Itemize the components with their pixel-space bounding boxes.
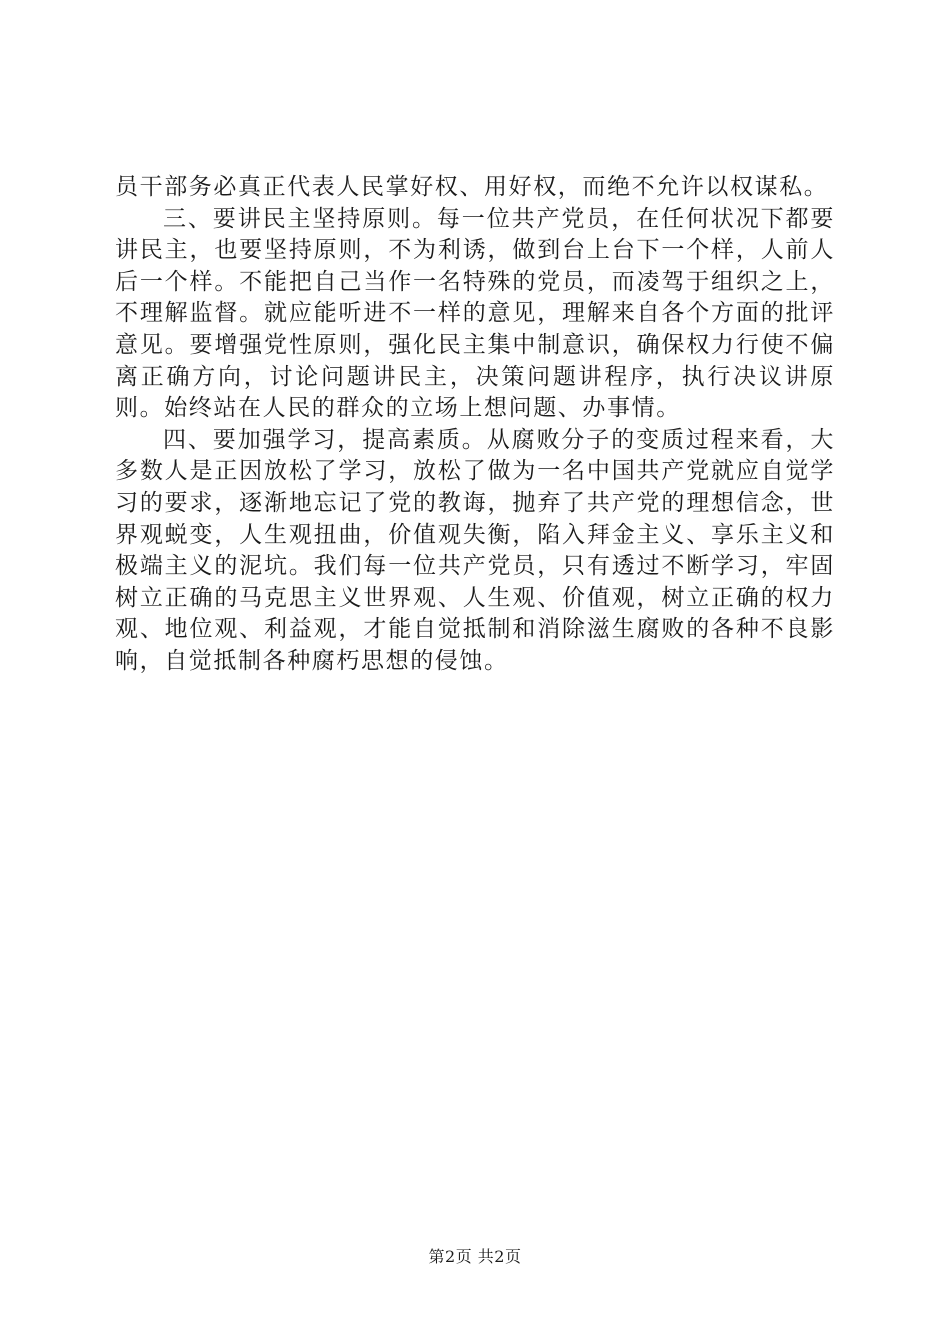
paragraph-study-quality: 四、要加强学习，提高素质。从腐败分子的变质过程来看，大多数人是正因放松了学习，放松了做为一名中国共产党就应自觉学习的要求，逐渐地忘记了党的教诲，抛弃了共产党的理想信念，世界观蜕变，人生观扭曲，价值观失衡，陷入拜金主义、享乐主义和极端主义的泥坑。我们每一位共产党员，只有透过不断学习，牢固树立正确的马克思主义世界观、人生观、价值观，树立正确的权力观、地位观、利益观，才能自觉抵制和消除滋生腐败的各种不良影响，自觉抵制各种腐朽思想的侵蚀。: [115, 426, 835, 674]
page-footer: 第2页 共2页: [428, 1247, 522, 1266]
document-body: [115, 172, 835, 678]
paragraph-continuation: 员干部务必真正代表人民掌好权、用好权，而绝不允许以权谋私。: [115, 174, 829, 200]
paragraph-democracy-principle: 三、要讲民主坚持原则。每一位共产党员，在任何状况下都要讲民主，也要坚持原则，不为利诱，做到台上台下一个样，人前人后一个样。不能把自己当作一名特殊的党员，而凌驾于组织之上，不理解监督。就应能听进不一样的意见，理解来自各个方面的批评意见。要增强党性原则，强化民主集中制意识，确保权力行使不偏离正确方向，讨论问题讲民主，决策问题讲程序，执行决议讲原则。始终站在人民的群众的立场上想问题、办事情。: [115, 205, 835, 422]
